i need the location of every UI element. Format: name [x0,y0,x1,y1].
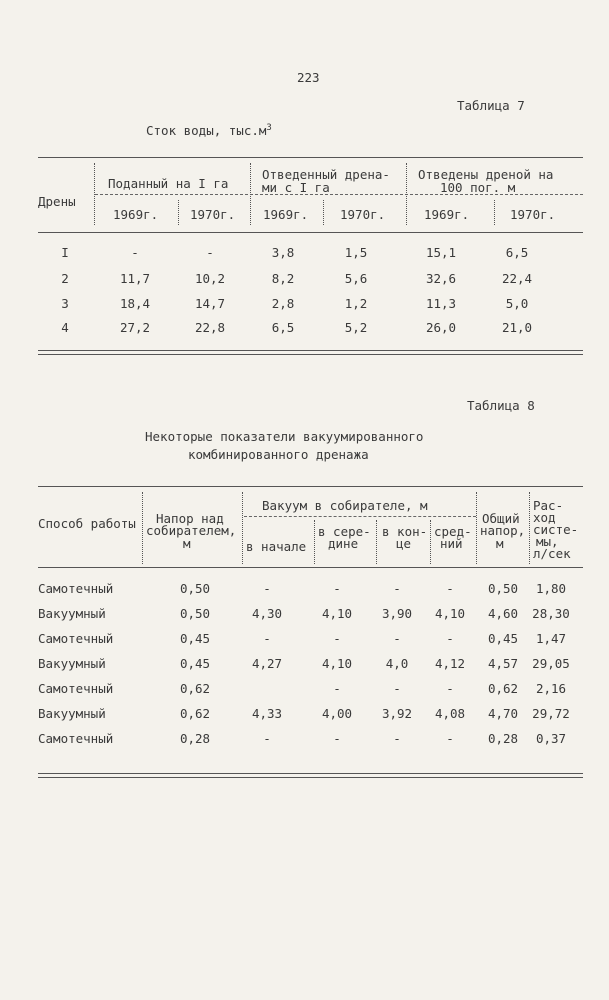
table8-cell: 2,16 [535,681,567,696]
table7-cell: 26,0 [425,320,457,335]
table7-header-divider [95,194,583,195]
table7-col-sep [323,200,324,225]
table7-cell: - [131,245,139,260]
table8-cell: 29,72 [532,706,570,721]
table7-group-supplied: Поданный на I га [108,176,229,191]
table8-cell: 0,37 [535,731,567,746]
table8-cell: 0,28 [179,731,211,746]
table8-cell: 0,62 [179,706,211,721]
table8-cell: 0,50 [179,606,211,621]
table8-cell-method: Вакуумный [38,606,106,621]
table8-header-vacuum: Вакуум в собирателе, м [262,498,428,513]
table8-bottom-rule-2 [38,777,583,778]
table8-header-rule [38,567,583,568]
table8-cell: - [446,581,454,596]
table8-cell: 4,10 [321,656,353,671]
table8-title-line2: комбинированного дренажа [188,447,369,462]
table8-cell-method: Самотечный [38,681,114,696]
table7-year: 1969г. [424,207,470,222]
page-number: 223 [297,70,320,85]
table8-header-head-l3: м [183,536,191,551]
table8-col-sep [142,492,143,564]
table8-header-head-l2: собирателем, [146,523,237,538]
table8-title-line1: Некоторые показатели вакуумированного [145,429,424,444]
table8-header-method: Способ работы [38,516,136,531]
table8-col-sep [242,492,243,564]
table8-cell: 4,0 [385,656,409,671]
table7-cell: 8,2 [271,271,295,286]
table8-cell: 3,92 [381,706,413,721]
table7-year: 1970г. [510,207,556,222]
table7-col-sep [406,163,407,225]
table8-cell: 0,50 [487,581,519,596]
table8-col-sep [476,492,477,564]
table8-header-total-l2: напор, [480,523,526,538]
table8-cell: - [393,581,401,596]
table8-header-flow-l5: л/сек [533,546,571,561]
table7-cell: 6,5 [505,245,529,260]
table8-col-sep [376,520,377,564]
table8-cell: 4,00 [321,706,353,721]
table8-cell: 0,62 [487,681,519,696]
table7-group-per100-l2: 100 пог. м [440,180,516,195]
table8-cell: 0,45 [487,631,519,646]
table8-cell: - [263,581,271,596]
table8-cell-method: Самотечный [38,631,114,646]
table8-header-flow-l4: мы, [536,534,559,549]
table7-col-sep [94,163,95,225]
table8-cell: 4,30 [251,606,283,621]
table8-cell: - [333,681,341,696]
table8-cell: 4,70 [487,706,519,721]
table7-cell: 1,2 [344,296,368,311]
table7-title [146,123,272,138]
table8-header-avg-l2: ний [440,536,463,551]
table7-col-sep [178,200,179,225]
table8-cell: 0,62 [179,681,211,696]
table8-cell: 4,12 [434,656,466,671]
table8-cell: 4,08 [434,706,466,721]
table8-cell-method: Вакуумный [38,656,106,671]
table8-header-flow-l3: систе- [533,522,579,537]
table8-header-total-l3: м [496,536,504,551]
table8-cell: - [393,731,401,746]
table8-cell: - [263,631,271,646]
table7-cell: 11,3 [425,296,457,311]
table7-cell: 15,1 [425,245,457,260]
table7-cell: 1,5 [344,245,368,260]
table7-cell: 18,4 [119,296,151,311]
table7-cell: 22,4 [501,271,533,286]
table8-cell: 4,57 [487,656,519,671]
table7-cell: 27,2 [119,320,151,335]
table7-cell: 21,0 [501,320,533,335]
table8-header-middle-l2: дине [328,536,359,551]
table7-title-sup: 3 [266,123,272,133]
table7-cell: 2 [61,271,69,286]
table8-cell: - [263,731,271,746]
table8-cell: 0,45 [179,631,211,646]
table8-cell: - [393,681,401,696]
table8-cell: - [333,581,341,596]
table7-cell: 11,7 [119,271,151,286]
table7-cell: 6,5 [271,320,295,335]
table8-vacuum-divider [244,516,476,517]
table7-cell: 22,8 [194,320,226,335]
table7-year: 1970г. [190,207,236,222]
table8-cell: 29,05 [532,656,570,671]
table7-top-rule [38,157,583,158]
table8-cell: 3,90 [381,606,413,621]
table8-cell: - [446,681,454,696]
table8-header-start: в начале [246,539,307,554]
table8-cell: 0,45 [179,656,211,671]
table7-year: 1969г. [113,207,159,222]
table7-year: 1970г. [340,207,386,222]
table8-top-rule [38,486,583,487]
table7-cell: 32,6 [425,271,457,286]
table8-cell: - [393,631,401,646]
table7-cell: I [61,245,69,260]
table8-cell: - [446,731,454,746]
table8-cell: - [333,631,341,646]
table8-col-sep [430,520,431,564]
table8-header-flow-l2: ход [533,510,556,525]
table7-cell: 5,2 [344,320,368,335]
table7-title-text: Сток воды, тыс.м [146,123,267,139]
table8-cell: 0,28 [487,731,519,746]
table7-col-sep [494,200,495,225]
table8-cell: 0,50 [179,581,211,596]
table8-col-sep [529,492,530,564]
table7-cell: 3 [61,296,69,311]
table7-cell: 4 [61,320,69,335]
table7-cell: 10,2 [194,271,226,286]
table7-cell: 5,0 [505,296,529,311]
table7-cell: 14,7 [194,296,226,311]
table7-bottom-rule [38,350,583,351]
table8-header-head-l1: Напор над [156,511,224,526]
table8-cell: 4,10 [434,606,466,621]
table8-cell-method: Вакуумный [38,706,106,721]
table8-header-avg-l1: сред- [434,524,472,539]
table8-cell: 1,80 [535,581,567,596]
table8-cell: - [333,731,341,746]
table8-cell: 4,10 [321,606,353,621]
table7-cell: 2,8 [271,296,295,311]
table8-caption: Таблица 8 [467,398,535,413]
table8-cell-method: Самотечный [38,731,114,746]
table8-header-end-l1: в кон- [382,524,428,539]
table8-cell: 28,30 [532,606,570,621]
table8-cell: 4,27 [251,656,283,671]
table7-bottom-rule-2 [38,354,583,355]
table8-header-total-l1: Общий [482,511,520,526]
table7-group-removed-l2: ми с I га [262,180,330,195]
table7-header-rule [38,232,583,233]
table7-cell: 3,8 [271,245,295,260]
table8-cell: - [446,631,454,646]
table7-year: 1969г. [263,207,309,222]
table7-caption: Таблица 7 [457,98,525,113]
table7-row-header: Дрены [38,194,76,209]
table8-cell: 4,60 [487,606,519,621]
table7-cell: - [206,245,214,260]
table8-col-sep [314,520,315,564]
table8-cell-method: Самотечный [38,581,114,596]
table8-bottom-rule [38,773,583,774]
table8-cell: 4,33 [251,706,283,721]
table7-group-removed-l1: Отведенный дрена- [262,167,390,182]
table8-header-flow-l1: Рас- [533,498,564,513]
table7-col-sep [250,163,251,225]
table8-header-middle-l1: в сере- [318,524,371,539]
table8-header-end-l2: це [396,536,412,551]
table8-cell: 1,47 [535,631,567,646]
table7-group-per100-l1: Отведены дреной на [418,167,554,182]
table7-cell: 5,6 [344,271,368,286]
